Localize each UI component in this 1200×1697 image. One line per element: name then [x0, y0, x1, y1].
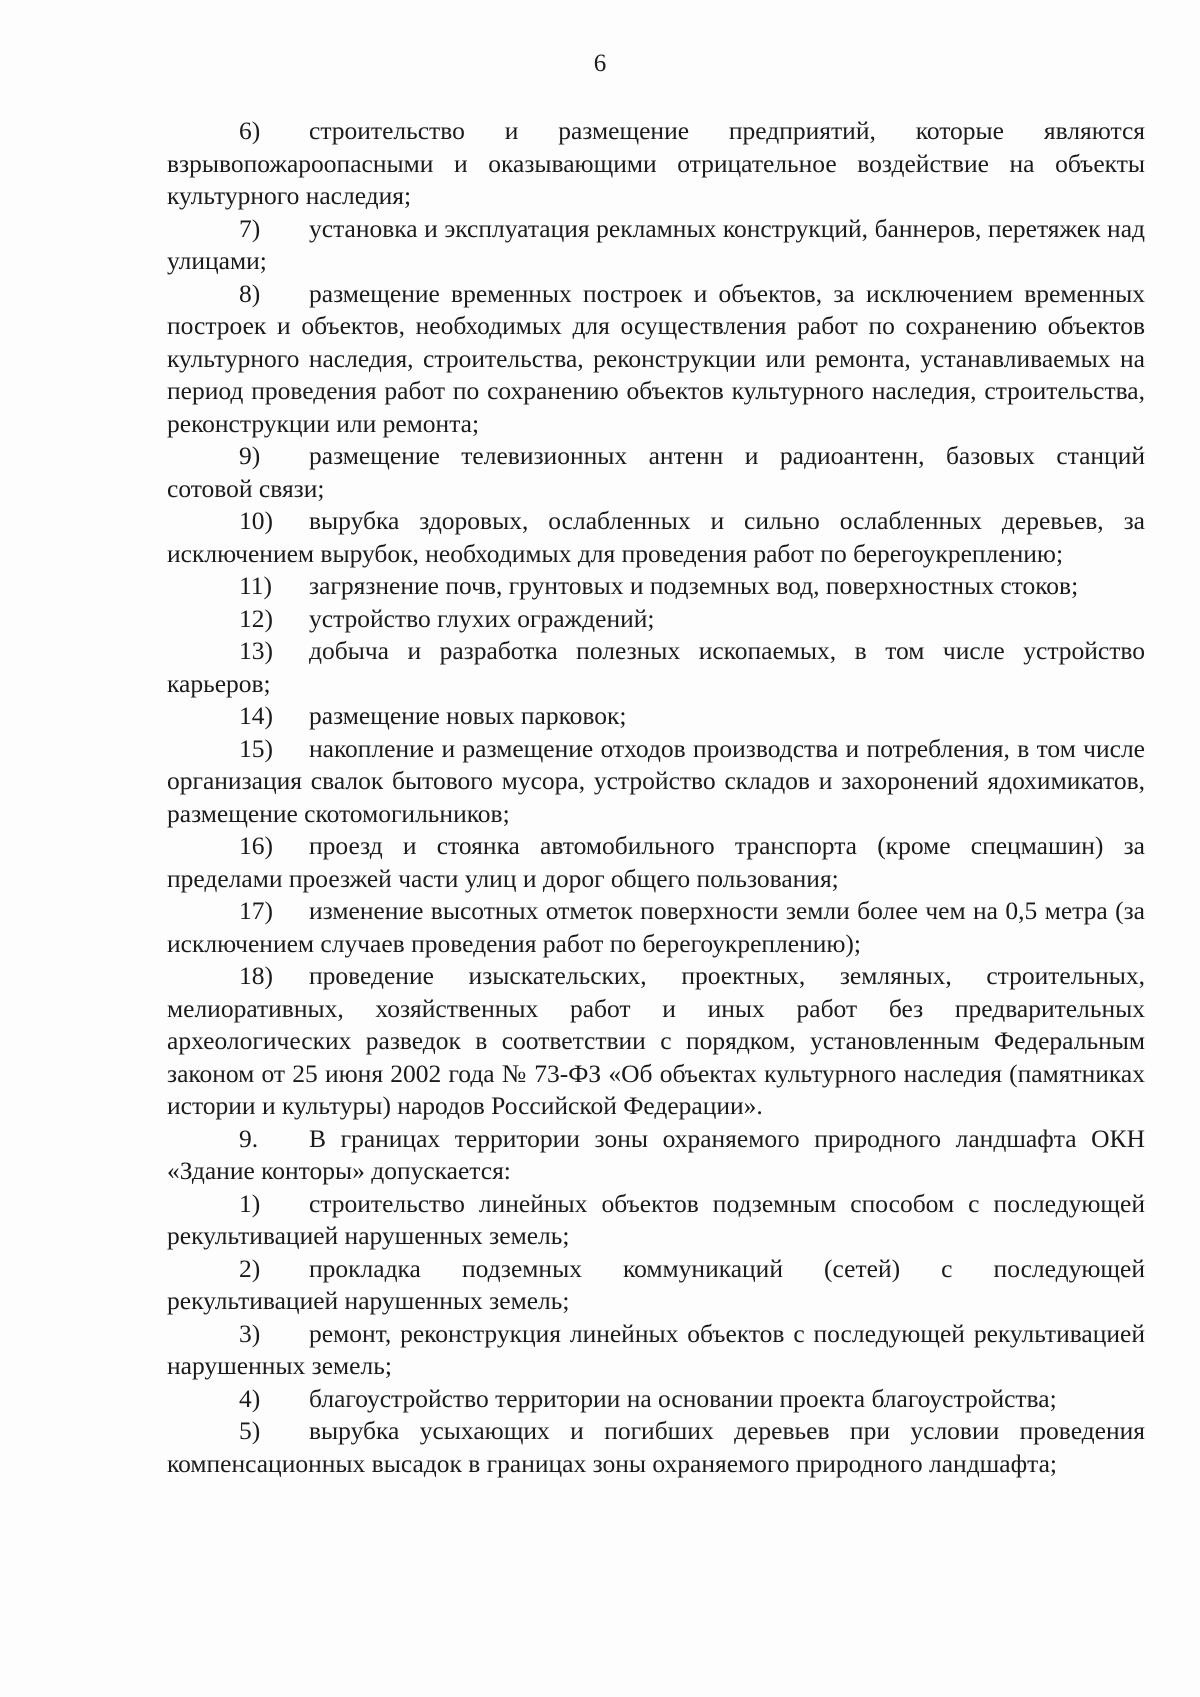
item-number: 12) — [239, 603, 273, 633]
item-text: размещение телевизионных антенн и радиоантенн, базовых станций сотовой связи; — [167, 441, 1145, 503]
allowed-item-4 — [167, 1383, 1145, 1416]
allowed-item-2 — [167, 1253, 1145, 1318]
item-text: ремонт, реконструкция линейных объектов с последующей рекультивацией нарушенных земель; — [167, 1318, 1145, 1380]
item-text: благоустройство территории на основании проекта благоустройства; — [309, 1383, 1057, 1413]
list-item-17 — [167, 895, 1145, 960]
item-text: установка и эксплуатация рекламных конструкций, баннеров, перетяжек над улицами; — [167, 213, 1145, 275]
item-number: 11) — [239, 571, 273, 600]
item-text: добыча и разработка полезных ископаемых, в том числе устройство карьеров; — [167, 636, 1145, 698]
list-item-6 — [167, 115, 1145, 213]
list-item-11 — [167, 570, 1145, 603]
item-number: 9) — [239, 441, 261, 470]
item-text: размещение новых парковок; — [309, 701, 627, 730]
item-text: прокладка подземных коммуникаций (сетей) с последующей рекультивацией нарушенных земель; — [167, 1253, 1145, 1315]
item-text: строительство линейных объектов подземным способом с последующей рекультивацией нарушенных земель; — [167, 1188, 1145, 1250]
item-number: 16) — [239, 831, 273, 860]
allowed-item-1 — [167, 1188, 1145, 1253]
item-text: устройство глухих ограждений; — [309, 603, 655, 633]
item-text: накопление и размещение отходов производства и потребления, в том числе организация свалок бытового мусора, устройство складов и захоронений ядохимикатов, размещение скотомогильников; — [167, 733, 1145, 828]
item-number: 18) — [239, 961, 273, 990]
item-number: 10) — [239, 506, 273, 535]
item-text: вырубка усыхающих и погибших деревьев при условии проведения компенсационных высадок в границах зоны охраняемого природного ландшафта; — [167, 1416, 1145, 1478]
item-text: проезд и стоянка автомобильного транспорта (кроме спецмашин) за пределами проезжей части улиц и дорог общего пользования; — [167, 831, 1145, 893]
item-number: 14) — [239, 701, 273, 730]
list-item-16 — [167, 830, 1145, 895]
list-item-8 — [167, 278, 1145, 441]
item-number: 8) — [239, 278, 261, 308]
item-number: 13) — [239, 636, 273, 665]
item-number: 4) — [239, 1383, 261, 1413]
list-item-13 — [167, 635, 1145, 700]
item-number: 6) — [239, 116, 261, 145]
list-item-7 — [167, 213, 1145, 278]
section-text: В границах территории зоны охраняемого природного ландшафта ОКН «Здание конторы» допускается: — [167, 1123, 1145, 1185]
item-text: загрязнение почв, грунтовых и подземных вод, поверхностных стоков; — [309, 571, 1079, 600]
item-number: 2) — [239, 1253, 261, 1283]
item-text: изменение высотных отметок поверхности земли более чем на 0,5 метра (за исключением случаев проведения работ по берегоукреплению); — [167, 896, 1145, 958]
list-item-10 — [167, 505, 1145, 570]
item-number: 1) — [239, 1188, 261, 1218]
section-number: 9. — [239, 1123, 259, 1153]
page-number: 6 — [593, 50, 607, 77]
item-number: 15) — [239, 733, 273, 763]
item-number: 7) — [239, 213, 261, 243]
item-text: проведение изыскательских, проектных, земляных, строительных, мелиоративных, хозяйственных работ и иных работ без предварительных археологических разведок в соответствии с порядком, установленным Федеральным законом от 25 июня 2002 года № 73-ФЗ «Об объектах культурного наследия (памятниках истории и культуры) народов Российской Федерации». — [167, 961, 1145, 1120]
item-text: строительство и размещение предприятий, которые являются взрывопожароопасными и оказывающими отрицательное воздействие на объекты культурного наследия; — [167, 116, 1145, 210]
document-body — [167, 115, 1145, 1480]
allowed-item-5 — [167, 1415, 1145, 1480]
section-9 — [167, 1123, 1145, 1188]
item-number: 17) — [239, 896, 273, 925]
item-number: 3) — [239, 1318, 261, 1348]
list-item-14 — [167, 700, 1145, 733]
list-item-9 — [167, 440, 1145, 505]
item-text: вырубка здоровых, ослабленных и сильно ослабленных деревьев, за исключением вырубок, необходимых для проведения работ по берегоукреплению; — [167, 506, 1145, 568]
item-number: 5) — [239, 1416, 261, 1445]
list-item-18 — [167, 960, 1145, 1123]
list-item-12 — [167, 603, 1145, 636]
allowed-item-3 — [167, 1318, 1145, 1383]
list-item-15 — [167, 733, 1145, 831]
item-text: размещение временных построек и объектов, за исключением временных построек и объектов, необходимых для осуществления работ по сохранению объектов культурного наследия, строительства, реконструкции или ремонта, устанавливаемых на период проведения работ по сохранению объектов культурного наследия, строительства, реконструкции или ремонта; — [167, 278, 1145, 438]
